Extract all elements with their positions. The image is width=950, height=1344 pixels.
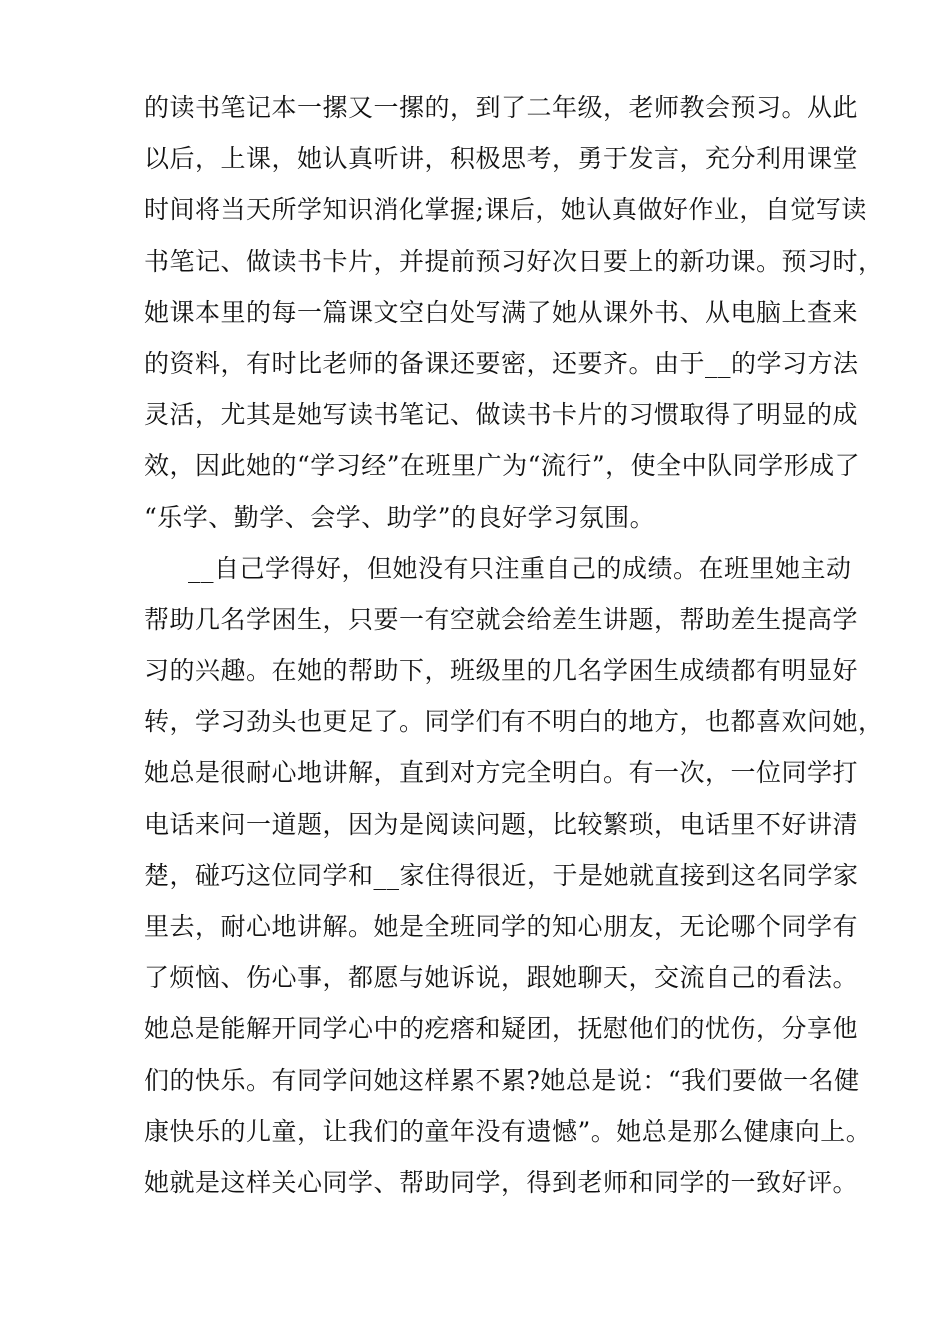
text-line: 时间将当天所学知识消化掌握;课后，她认真做好作业，自觉写读 bbox=[144, 195, 867, 225]
text-line: 她就是这样关心同学、帮助同学，得到老师和同学的一致好评。 bbox=[144, 1167, 859, 1197]
document-body bbox=[144, 82, 884, 1208]
text-line: 里去，耐心地讲解。她是全班同学的知心朋友，无论哪个同学有 bbox=[144, 912, 859, 941]
text-line: 帮助几名学困生，只要一有空就会给差生讲题，帮助差生提高学 bbox=[144, 604, 859, 634]
text-line: “乐学、勤学、会学、助学”的良好学习氛围。 bbox=[144, 502, 656, 532]
text-line: 她课本里的每一篇课文空白处写满了她从课外书、从电脑上查来 bbox=[144, 297, 859, 327]
text-line: 了烦恼、伤心事，都愿与她诉说，跟她聊天，交流自己的看法。 bbox=[144, 963, 859, 993]
text-line: 灵活，尤其是她写读书笔记、做读书卡片的习惯取得了明显的成 bbox=[144, 400, 859, 430]
paragraph-1 bbox=[144, 82, 884, 543]
text-line: 书笔记、做读书卡片，并提前预习好次日要上的新功课。预习时， bbox=[144, 246, 884, 276]
text-line: 们的快乐。有同学问她这样累不累?她总是说：“我们要做一名健 bbox=[144, 1065, 860, 1095]
paragraph-2 bbox=[144, 543, 884, 1208]
text-line: 的读书笔记本一摞又一摞的，到了二年级，老师教会预习。从此 bbox=[144, 93, 859, 122]
text-line: 康快乐的儿童，让我们的童年没有遗憾”。她总是那么健康向上。 bbox=[144, 1116, 872, 1146]
text-line: 她总是很耐心地讲解，直到对方完全明白。有一次，一位同学打 bbox=[144, 758, 859, 788]
text-line: 的资料，有时比老师的备课还要密，还要齐。由于__的学习方法 bbox=[144, 348, 859, 378]
text-line: 转，学习劲头也更足了。同学们有不明白的地方，也都喜欢问她， bbox=[144, 707, 884, 737]
text-line: 效，因此她的“学习经”在班里广为“流行”，使全中队同学形成了 bbox=[144, 451, 861, 481]
text-line: __自己学得好，但她没有只注重自己的成绩。在班里她主动 bbox=[188, 553, 852, 583]
text-line: 楚，碰巧这位同学和__家住得很近，于是她就直接到这名同学家 bbox=[144, 860, 859, 890]
text-line: 习的兴趣。在她的帮助下，班级里的几名学困生成绩都有明显好 bbox=[144, 656, 859, 686]
text-line: 以后，上课，她认真听讲，积极思考，勇于发言，充分利用课堂 bbox=[144, 144, 859, 174]
text-line: 电话来问一道题，因为是阅读问题，比较繁琐，电话里不好讲清 bbox=[144, 809, 859, 839]
text-line: 她总是能解开同学心中的疙瘩和疑团，抚慰他们的忧伤，分享他 bbox=[144, 1014, 859, 1044]
